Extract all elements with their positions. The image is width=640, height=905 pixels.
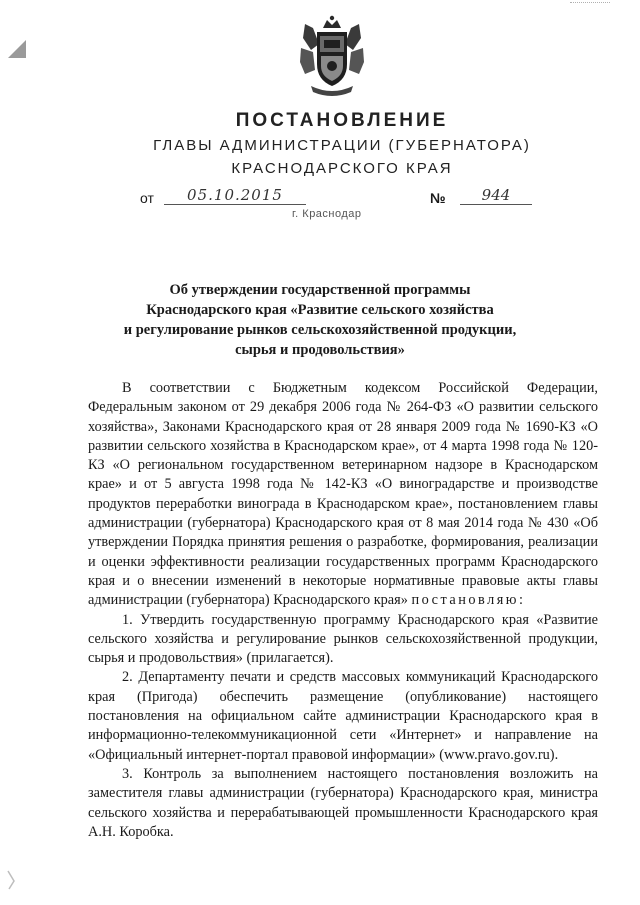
- resolution-item-1: 1. Утвердить государственную программу Краснодарского края «Развитие сельского хозяйства и регулирование рынков сельскохозяйственной продукции, сырья и продовольствия» (прилагается).: [88, 611, 598, 667]
- region-line: КРАСНОДАРСКОГО КРАЯ: [231, 160, 453, 177]
- resolve-word: постановляю:: [411, 592, 526, 609]
- scan-artifact: [570, 2, 610, 7]
- scan-corner-mark-icon: [8, 40, 26, 58]
- heading-line: Об утверждении государственной программы: [169, 282, 471, 298]
- scan-corner-mark-icon: [6, 869, 20, 891]
- document-heading: [90, 280, 550, 360]
- issuer-line: ГЛАВЫ АДМИНИСТРАЦИИ (ГУБЕРНАТОРА): [153, 137, 531, 154]
- date-number-row: [140, 188, 540, 210]
- document-number: 944: [460, 186, 532, 205]
- heading-line: и регулирование рынков сельскохозяйственной продукции,: [123, 322, 517, 338]
- number-label: №: [430, 190, 446, 206]
- resolution-item-3: 3. Контроль за выполнением настоящего постановления возложить на заместителя главы администрации (губернатора) Краснодарского края, министра сельского хозяйства и перерабатывающей промышленности Краснодарского края А.Н. Коробка.: [88, 765, 598, 840]
- preamble-paragraph: [88, 379, 598, 611]
- preamble-text: В соответствии с Бюджетным кодексом Российской Федерации, Федеральным законом от 29 декабря 2006 года № 264-ФЗ «О развитии сельского хозяйства», Законами Краснодарского края от 28 января 2009 года № 1690-КЗ «О развитии сельского хозяйства в Краснодарском крае», от 4 марта 1998 года № 120-КЗ «О региональном государственном ветеринарном надзоре в Краснодарском крае» и от 5 августа 1998 года № 142-КЗ «О виноградарстве и производстве продуктов переработки винограда в Краснодарском крае», постановлением главы администрации (губернатора) Краснодарского края от 8 мая 2014 года № 430 «Об утверждении Порядка принятия решения о разработке, формирования, реализации и оценки эффективности реализации государственных программ Краснодарского края и о внесении изменений в некоторые нормативные правовые акты главы администрации (губернатора) Краснодарского края»: [88, 380, 598, 609]
- document-body: [88, 379, 598, 842]
- date-label: от: [140, 190, 154, 206]
- document-date: 05.10.2015: [164, 186, 306, 205]
- resolution-item-2: 2. Департаменту печати и средств массовых коммуникаций Краснодарского края (Пригода) обеспечить размещение (опубликование) настоящего постановления на официальном сайте администрации Краснодарского края в информационно-телекоммуникационной сети «Интернет» и направление на «Официальный интернет-портал правовой информации» (www.pravo.gov.ru).: [88, 669, 598, 763]
- city-label: г. Краснодар: [292, 208, 362, 220]
- heading-line: Краснодарского края «Развитие сельского хозяйства: [146, 302, 494, 318]
- document-type-title: ПОСТАНОВЛЕНИЕ: [235, 110, 449, 131]
- krasnodar-coat-of-arms-icon: [299, 14, 365, 96]
- heading-line: сырья и продовольствия»: [235, 342, 405, 358]
